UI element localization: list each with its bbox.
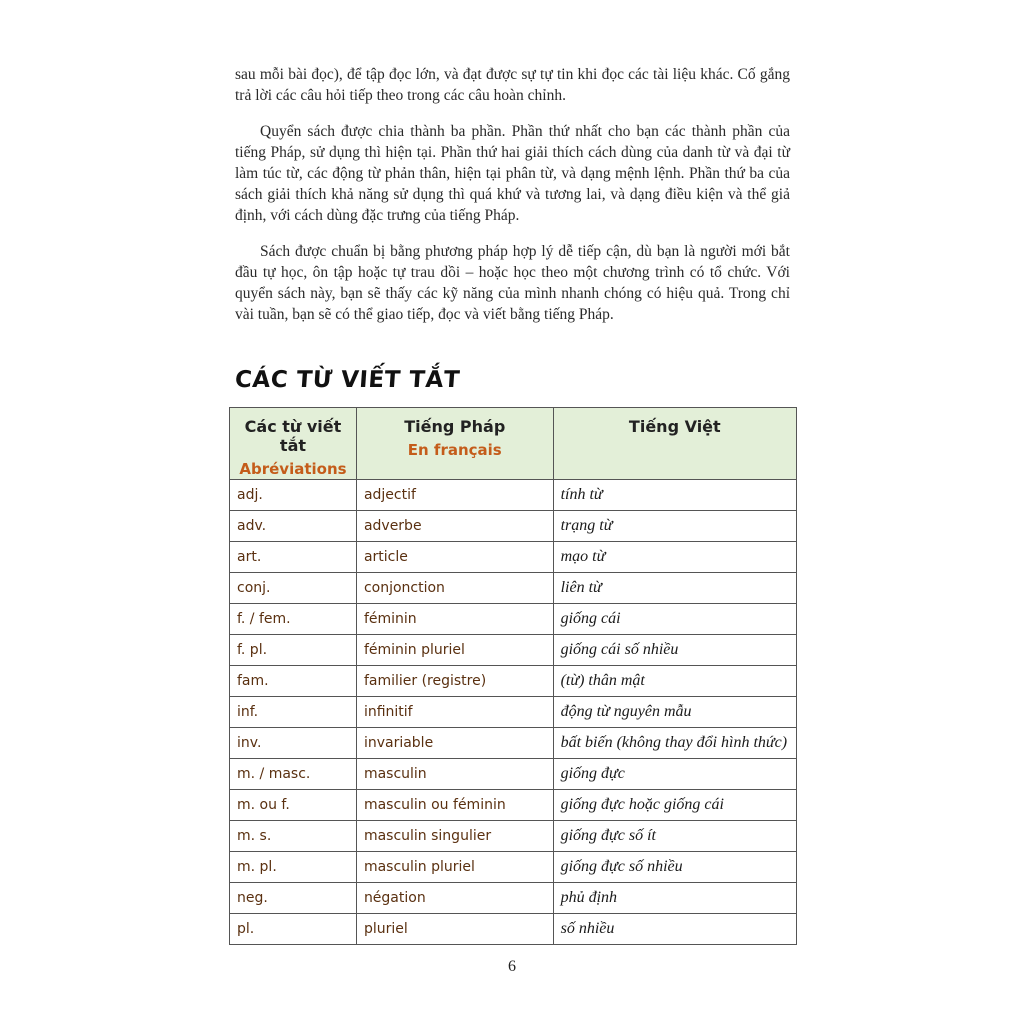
cell-abbreviation: f. pl. <box>230 635 357 666</box>
section-title: CÁC TỪ VIẾT TẮT <box>234 367 461 393</box>
cell-french: féminin <box>356 604 553 635</box>
header-main-label: Tiếng Pháp <box>404 417 506 436</box>
cell-abbreviation: pl. <box>230 914 357 945</box>
cell-french: masculin ou féminin <box>356 790 553 821</box>
table-row <box>230 666 797 697</box>
cell-abbreviation: conj. <box>230 573 357 604</box>
header-sub-label: Abréviations <box>239 460 347 478</box>
table-row <box>230 573 797 604</box>
cell-vietnamese: giống đực <box>553 759 796 790</box>
cell-vietnamese: giống đực số nhiều <box>553 852 796 883</box>
cell-abbreviation: fam. <box>230 666 357 697</box>
page-number: 6 <box>508 958 516 975</box>
header-french <box>356 408 553 480</box>
table-row <box>230 635 797 666</box>
cell-abbreviation: m. / masc. <box>230 759 357 790</box>
cell-abbreviation: f. / fem. <box>230 604 357 635</box>
cell-abbreviation: art. <box>230 542 357 573</box>
cell-abbreviation: inv. <box>230 728 357 759</box>
table-row <box>230 790 797 821</box>
cell-vietnamese: bất biến (không thay đổi hình thức) <box>553 728 796 759</box>
table-row <box>230 883 797 914</box>
cell-french: conjonction <box>356 573 553 604</box>
table-row <box>230 480 797 511</box>
table-row <box>230 914 797 945</box>
cell-french: masculin singulier <box>356 821 553 852</box>
cell-abbreviation: m. ou f. <box>230 790 357 821</box>
paragraph-intro-continuation: sau mỗi bài đọc), để tập đọc lớn, và đạt được sự tự tin khi đọc các tài liệu khác. Cố gắng trả lời các câu hỏi tiếp theo trong các câu hoàn chỉnh. <box>235 66 790 104</box>
cell-french: masculin pluriel <box>356 852 553 883</box>
paragraph-method: Sách được chuẩn bị bằng phương pháp hợp lý dễ tiếp cận, dù bạn là người mới bắt đầu tự học, ôn tập hoặc tự trau dồi – hoặc học theo một chương trình có tổ chức. Với quyển sách này, bạn sẽ thấy các kỹ năng của mình nhanh chóng có hiệu quả. Trong chỉ vài tuần, bạn sẽ có thể giao tiếp, đọc và viết bằng tiếng Pháp. <box>235 243 790 323</box>
cell-french: familier (registre) <box>356 666 553 697</box>
header-main-label: Các từ viết tắt <box>244 417 342 455</box>
header-sub-label: En français <box>407 441 502 459</box>
cell-vietnamese: giống cái số nhiều <box>553 635 796 666</box>
table-row <box>230 542 797 573</box>
cell-vietnamese: động từ nguyên mẫu <box>553 697 796 728</box>
cell-vietnamese: (từ) thân mật <box>553 666 796 697</box>
cell-abbreviation: inf. <box>230 697 357 728</box>
cell-vietnamese: phủ định <box>553 883 796 914</box>
table-row <box>230 852 797 883</box>
cell-french: négation <box>356 883 553 914</box>
cell-vietnamese: trạng từ <box>553 511 796 542</box>
cell-vietnamese: liên từ <box>553 573 796 604</box>
table-row <box>230 759 797 790</box>
cell-vietnamese: giống đực hoặc giống cái <box>553 790 796 821</box>
cell-vietnamese: mạo từ <box>553 542 796 573</box>
cell-french: article <box>356 542 553 573</box>
header-main-label: Tiếng Việt <box>628 417 721 436</box>
paragraph-book-structure: Quyển sách được chia thành ba phần. Phần thứ nhất cho bạn các thành phần của tiếng Pháp, sử dụng thì hiện tại. Phần thứ hai giải thích cách dùng của danh từ và đại từ làm túc từ, các động từ phản thân, hiện tại phân từ, và dạng mệnh lệnh. Phần thứ ba của sách giải thích khả năng sử dụng thì quá khứ và tương lai, và dạng điều kiện và thể giả định, với cách dùng đặc trưng của tiếng Pháp. <box>235 123 790 224</box>
table-row <box>230 821 797 852</box>
table-row <box>230 511 797 542</box>
table-row <box>230 604 797 635</box>
cell-french: masculin <box>356 759 553 790</box>
table-row <box>230 697 797 728</box>
cell-abbreviation: m. s. <box>230 821 357 852</box>
cell-french: adverbe <box>356 511 553 542</box>
cell-abbreviation: m. pl. <box>230 852 357 883</box>
table-row <box>230 728 797 759</box>
cell-vietnamese: số nhiều <box>553 914 796 945</box>
cell-abbreviation: adv. <box>230 511 357 542</box>
cell-vietnamese: giống đực số ít <box>553 821 796 852</box>
cell-french: féminin pluriel <box>356 635 553 666</box>
cell-vietnamese: tính từ <box>553 480 796 511</box>
abbreviations-table <box>229 407 797 945</box>
header-abbreviation <box>230 408 357 480</box>
cell-vietnamese: giống cái <box>553 604 796 635</box>
table-body <box>230 480 797 945</box>
cell-french: invariable <box>356 728 553 759</box>
cell-abbreviation: neg. <box>230 883 357 914</box>
header-vietnamese <box>553 408 796 480</box>
table-header-row <box>230 408 797 480</box>
cell-french: adjectif <box>356 480 553 511</box>
cell-french: pluriel <box>356 914 553 945</box>
cell-abbreviation: adj. <box>230 480 357 511</box>
cell-french: infinitif <box>356 697 553 728</box>
